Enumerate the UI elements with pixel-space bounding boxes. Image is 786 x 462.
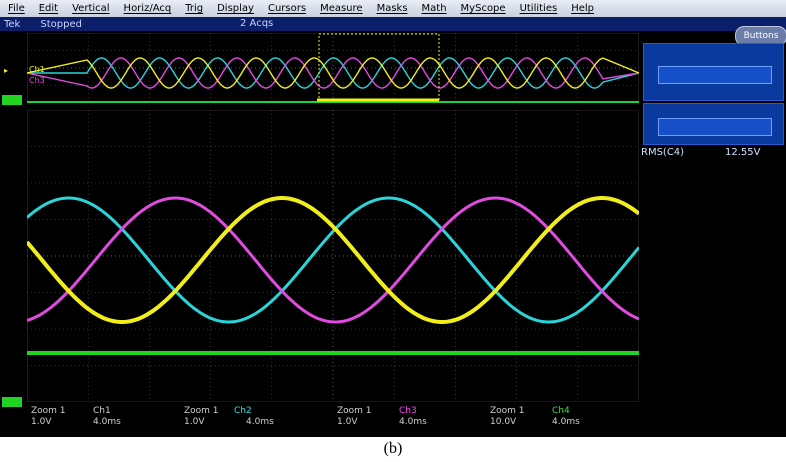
menu-horiz-acq[interactable]: Horiz/Acq <box>123 3 172 14</box>
menu-vertical[interactable]: Vertical <box>72 3 110 14</box>
run-state: Stopped <box>40 18 82 30</box>
overview-channel-label: Ch1 <box>29 65 45 74</box>
zoom-grid <box>27 110 639 402</box>
menu-display[interactable]: Display <box>217 3 254 14</box>
side-control-2-field[interactable] <box>658 118 772 136</box>
readout-zoom: Zoom 1 <box>31 406 66 416</box>
figure-caption: (b) <box>383 440 403 457</box>
overview-waveform-window[interactable] <box>27 33 639 103</box>
menu-help[interactable]: Help <box>571 3 595 14</box>
side-panel <box>641 31 786 437</box>
readout-time: 4.0ms <box>246 417 274 427</box>
readout-channel: Ch2 <box>234 406 252 416</box>
zoom-waveform-window[interactable] <box>27 110 639 402</box>
ch2-waveform <box>27 198 639 322</box>
ch3-waveform <box>27 198 639 322</box>
acquisition-count: 2 Acqs <box>240 18 274 29</box>
readout-scale: 1.0V <box>337 417 358 427</box>
menu-trig[interactable]: Trig <box>185 3 204 14</box>
buttons-button[interactable]: Buttons <box>735 26 786 46</box>
menu-myscope[interactable]: MyScope <box>460 3 506 14</box>
menu-cursors[interactable]: Cursors <box>267 3 307 14</box>
readout-scale: 1.0V <box>184 417 205 427</box>
side-control-1[interactable] <box>643 43 784 101</box>
ch1-waveform <box>27 198 639 322</box>
menu-bar <box>0 0 786 18</box>
menu-math[interactable]: Math <box>421 3 447 14</box>
readout-ch1[interactable] <box>27 404 177 436</box>
ch1-ground-marker[interactable]: ▸ <box>3 66 8 75</box>
brand-label: Tek <box>4 18 21 30</box>
menu-utilities[interactable]: Utilities <box>519 3 558 14</box>
menu-file[interactable]: File <box>8 3 25 14</box>
readout-zoom: Zoom 1 <box>337 406 372 416</box>
overview-grid <box>27 33 639 103</box>
readout-ch2[interactable] <box>180 404 330 436</box>
readout-zoom: Zoom 1 <box>184 406 219 416</box>
readout-channel: Ch1 <box>93 406 111 416</box>
readout-time: 4.0ms <box>399 417 427 427</box>
menu-masks[interactable]: Masks <box>376 3 408 14</box>
ch4-ground-marker[interactable] <box>2 95 22 105</box>
readout-channel: Ch4 <box>552 406 570 416</box>
readout-time: 4.0ms <box>552 417 580 427</box>
side-control-1-field[interactable] <box>658 66 772 84</box>
status-bar <box>0 17 786 31</box>
overview-channel-label: Ch3 <box>29 76 45 85</box>
measurement-label: RMS(C4) <box>641 147 685 158</box>
readout-ch3[interactable] <box>333 404 483 436</box>
readout-zoom: Zoom 1 <box>490 406 525 416</box>
readout-scale: 10.0V <box>490 417 517 427</box>
readout-time: 4.0ms <box>93 417 121 427</box>
side-control-2[interactable] <box>643 103 784 145</box>
measurement-value: 12.55V <box>725 147 761 158</box>
readout-ch4[interactable] <box>486 404 636 436</box>
readout-scale: 1.0V <box>31 417 52 427</box>
zoom-ch4-marker[interactable] <box>2 397 22 407</box>
readout-channel: Ch3 <box>399 406 417 416</box>
menu-measure[interactable]: Measure <box>320 3 363 14</box>
menu-edit[interactable]: Edit <box>38 3 59 14</box>
